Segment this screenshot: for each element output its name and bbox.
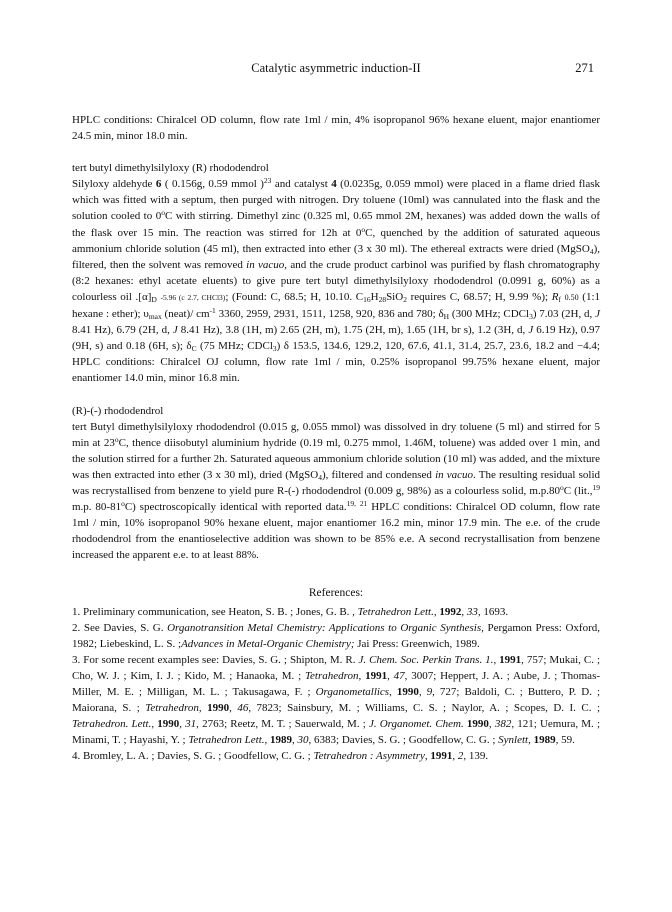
text-run: 3360, 2959, 2931, 1511, 1258, 920, 836 and 780; δ bbox=[215, 308, 444, 321]
text-run: 1. Preliminary communication, see Heaton, S. B. ; Jones, G. B. , bbox=[72, 605, 358, 618]
text-run: C (lit., bbox=[563, 484, 593, 497]
text-run: , 121; Uemura, M. ; Minami, T. ; Hayashi, Y. ; bbox=[72, 718, 601, 747]
book-title: Organotransition Metal Chemistry: Applications to Organic Synthesis bbox=[167, 621, 482, 634]
text-run: , 139. bbox=[463, 750, 489, 763]
subscript: 3 bbox=[529, 312, 533, 322]
text-run: C with stirring. Dimethyl zinc (0.325 ml, 0.65 mmol 2M, hexanes) was added down the walls of the flask over 15 min. The reaction was stirred for 12h at 0 bbox=[72, 210, 600, 239]
text-run: , bbox=[292, 734, 298, 747]
text-run: 3. For some recent examples see: Davies, S. G. ; Shipton, M. R. bbox=[72, 653, 359, 666]
journal-name: J. Chem. Soc. Perkin Trans. 1. bbox=[358, 653, 494, 666]
page-number: 271 bbox=[575, 61, 594, 75]
text-run: , bbox=[358, 669, 366, 682]
section-paragraph-rhododendrol bbox=[72, 419, 600, 564]
text-run: . The resulting residual solid was recrystallised from benzene to yield pure R-(-) rhododendrol (0.009 g, 98%) as a colourless solid, m.p.80 bbox=[72, 468, 601, 497]
year: 1991 bbox=[430, 750, 453, 763]
volume: 47 bbox=[393, 669, 405, 682]
journal-name: Tetrahedron Lett. bbox=[357, 605, 434, 618]
subscript: f bbox=[558, 294, 561, 304]
text-run: , 2763; Reetz, M. T. ; Sauerwald, M. ; bbox=[196, 718, 369, 731]
volume: 382 bbox=[494, 718, 512, 731]
italic-run: in vacuo bbox=[435, 468, 474, 481]
italic-run: in vacuo bbox=[246, 258, 285, 271]
section-heading-rhododendrol: (R)-(-) rhododendrol bbox=[72, 404, 164, 417]
section-paragraph-silyloxy-rhododendrol bbox=[72, 176, 600, 386]
year: 1990 bbox=[396, 686, 419, 698]
text-run: m.p. 80-81 bbox=[72, 501, 122, 514]
italic-run: J bbox=[595, 308, 600, 321]
text-run: C, quenched by the addition of saturated aqueous ammonium chloride solution (45 ml), then extracted into ether (3 x 30 ml). The ethereal extracts were dried (MgSO bbox=[72, 226, 600, 255]
text-run: , bbox=[387, 669, 394, 682]
text-run: , bbox=[452, 750, 458, 763]
text-run: , 727; Baldoli, C. ; Buttero, P. D. ; Maiorana, S. ; bbox=[72, 686, 601, 715]
journal-name: Organometallics bbox=[315, 686, 390, 698]
year: 1990 bbox=[207, 702, 230, 715]
spacer bbox=[72, 144, 600, 160]
references-heading: References: bbox=[308, 587, 364, 600]
text-run: , bbox=[424, 750, 431, 763]
journal-name: Synlett bbox=[498, 734, 529, 747]
text-run: (0.0235g, 0.059 mmol) were placed in a flame dried flask which was fitted with a septum, then purged with nitrogen. Dry toluene (10ml) was cannulated into the flask and the solution cooled to 0 bbox=[72, 178, 600, 223]
year: 1990 bbox=[157, 718, 180, 731]
text-run: , bbox=[151, 718, 158, 731]
degree-superscript: o bbox=[161, 208, 165, 218]
degree-superscript: o bbox=[361, 224, 366, 234]
text-run: , 757; Mukai, C. ; Cho, W. J. ; Kim, I. J. ; Kido, M. ; Hanaoka, M. ; bbox=[72, 653, 600, 682]
year: 1992 bbox=[439, 605, 462, 618]
degree-superscript: o bbox=[121, 499, 125, 509]
text-run: ), filtered and condensed bbox=[321, 468, 436, 481]
reference-2 bbox=[72, 620, 600, 652]
text-run: , Pergamon Press: Oxford, 1982; Liebeskind, L. S. ; bbox=[72, 621, 600, 650]
subscript: D bbox=[151, 294, 157, 304]
journal-name: Tetrahedron bbox=[304, 669, 359, 682]
book-title: Advances in Metal-Organic Chemistry; bbox=[181, 637, 355, 650]
year: 1990 bbox=[466, 718, 489, 731]
volume: 2 bbox=[457, 750, 464, 763]
year: 1991 bbox=[365, 669, 388, 682]
volume: 31 bbox=[185, 718, 197, 731]
subscript: 16 bbox=[363, 294, 371, 304]
italic-run: R bbox=[551, 290, 559, 303]
compound-number: 4 bbox=[331, 178, 337, 191]
text-run: , bbox=[389, 686, 397, 698]
degree-superscript: o bbox=[559, 482, 564, 492]
text-run: , bbox=[264, 734, 271, 747]
text-run: , bbox=[493, 653, 500, 666]
text-run: , 7823; Sainsbury, M. ; Williams, C. S. ; Naylor, A. ; Scopes, D. I. C. ; bbox=[248, 702, 601, 715]
rf-value: 0.50 bbox=[564, 292, 579, 302]
text-run: ; (Found: C, 68.5; H, 10.10. C bbox=[225, 290, 364, 303]
text-run: H bbox=[370, 290, 379, 303]
text-run: tert Butyl dimethylsilyloxy rhododendrol (0.015 g, 0.055 mmol) was dissolved in dry toluene (5 ml) and stirred for 5 min at 23 bbox=[72, 420, 600, 449]
text-run: (75 MHz; CDCl bbox=[196, 340, 273, 353]
text-run: , 59. bbox=[555, 734, 575, 747]
text-run: 2. See Davies, S. G. bbox=[72, 621, 168, 634]
journal-name: Tetrahedron Lett. bbox=[188, 734, 265, 747]
compound-number: 6 bbox=[155, 178, 162, 191]
text-run: C, thence diisobutyl aluminium hydride (0.19 ml, 0.275 mmol, 1.46M, toluene) was added over 1 min, and the solution stirred for a further 2h. Saturated aqueous ammonium chloride solution (10 ml) was added, and the mixture was then extracted into ether (3 x 30 ml), dried (MgSO bbox=[72, 436, 600, 481]
italic-run: J bbox=[172, 324, 178, 337]
text-run: , and the crude product carbinol was purified by flash chromatography (8:2 hexanes: ethyl acetate eluents) to give pure tert butyl dimethylsilyloxy rhododendrol (0.0991 g, 60%) as a colourless oil .[α] bbox=[72, 258, 600, 303]
text-run: C) spectroscopically identical with reported data. bbox=[124, 501, 347, 514]
text-run: (300 MHz; CDCl bbox=[449, 308, 530, 321]
text-run: , bbox=[488, 718, 495, 731]
reference-1 bbox=[72, 604, 600, 620]
text-run: SiO bbox=[386, 290, 404, 303]
volume: 9 bbox=[426, 686, 433, 698]
text-run: and catalyst bbox=[271, 178, 332, 191]
reference-3 bbox=[72, 652, 600, 749]
text-run: 8.41 Hz), 3.8 (1H, m) 2.65 (2H, m), 1.75 (2H, m), 1.65 (1H, br s), 1.2 (3H, d, bbox=[177, 324, 529, 337]
text-run: (neat)/ cm bbox=[161, 308, 210, 321]
degree-superscript: o bbox=[114, 434, 119, 444]
text-run: , 1693. bbox=[477, 605, 509, 618]
journal-name: Tetrahedron. Lett. bbox=[72, 718, 152, 731]
text-run: , bbox=[528, 734, 534, 747]
year: 1989 bbox=[270, 734, 293, 747]
hplc-intro-paragraph: HPLC conditions: Chiralcel OD column, flow rate 1ml / min, 4% isopropanol 96% hexane eluent, major enantiomer 24.5 min, minor 18.0 min. bbox=[72, 114, 600, 143]
superscript: -1 bbox=[209, 306, 216, 316]
subscript: 4 bbox=[589, 246, 594, 256]
text-run: , bbox=[229, 702, 238, 715]
text-run: , 3007; Heppert, J. A. ; Aube, J. ; Thomas-Miller, M. E. ; Milligan, M. L. ; Takusagawa, F. ; bbox=[72, 669, 601, 698]
text-run: ) 7.03 (2H, d, bbox=[532, 308, 596, 321]
subscript: H bbox=[443, 312, 450, 322]
subscript: 2 bbox=[403, 294, 407, 304]
journal-name: Tetrahedron : Asymmetry bbox=[313, 750, 425, 763]
volume: 33 bbox=[466, 605, 478, 618]
text-run: requires C, 68.57; H, 9.99 %); bbox=[406, 290, 552, 303]
running-title: Catalytic asymmetric induction-II bbox=[251, 61, 421, 75]
optical-rotation: -5.96 (c 2.7, CHCl3) bbox=[160, 292, 226, 302]
text-run: 4. Bromley, L. A. ; Davies, S. G. ; Goodfellow, C. G. ; bbox=[72, 750, 314, 763]
text-run: , bbox=[461, 605, 467, 618]
text-run: ), filtered, then the solvent was removed bbox=[72, 242, 600, 271]
spacer bbox=[72, 387, 600, 403]
text-run: Jai Press: Greenwich, 1989. bbox=[354, 637, 480, 650]
subscript: 4 bbox=[318, 472, 322, 482]
subscript: 28 bbox=[378, 294, 387, 304]
text-run: , bbox=[198, 702, 208, 715]
year: 1989 bbox=[533, 734, 556, 747]
subscript: max bbox=[148, 312, 162, 322]
text-run: , 6383; Davies, S. G. ; Goodfellow, C. G. ; bbox=[308, 734, 499, 747]
subscript: 3 bbox=[272, 344, 277, 354]
text-run: , bbox=[433, 605, 440, 618]
text-run: , bbox=[179, 718, 186, 731]
section-heading-silyloxy-rhododendrol: tert butyl dimethylsilyloxy (R) rhododendrol bbox=[72, 162, 269, 175]
text-run: 8.41 Hz), 6.79 (2H, d, bbox=[72, 324, 173, 337]
text-run: Silyloxy aldehyde bbox=[72, 178, 156, 191]
text-run: ) δ 153.5, 134.6, 129.2, 120, 67.6, 41.1, 31.4, 25.7, 23.6, 18.2 and −4.4; HPLC conditions: Chiralcel OJ column, flow rate 1ml / min, 0.25% isopropanol 99.75% hexane eluent, major enantiomer 14.0 min, minor 16.8 min. bbox=[72, 340, 600, 385]
volume: 30 bbox=[297, 734, 309, 747]
text-run: ( 0.156g, 0.59 mmol ) bbox=[161, 178, 264, 191]
journal-name: J. Organomet. Chem. bbox=[368, 718, 464, 731]
italic-run: J bbox=[528, 324, 534, 337]
subscript: C bbox=[191, 344, 197, 354]
reference-4 bbox=[72, 748, 600, 764]
citation-superscript: 21 bbox=[359, 499, 368, 509]
volume: 46 bbox=[237, 702, 249, 715]
text-run: , bbox=[418, 686, 427, 698]
citation-superscript: 23 bbox=[263, 176, 272, 186]
text-run: (1:1 hexane : ether); υ bbox=[72, 290, 601, 321]
year: 1991 bbox=[499, 653, 522, 666]
journal-name: Tetrahedron bbox=[145, 702, 199, 715]
citation-superscript: 19 bbox=[592, 482, 600, 492]
text-run: 6.19 Hz), 0.97 (9H, s) and 0.18 (6H, s); δ bbox=[72, 324, 600, 353]
article-body bbox=[72, 112, 600, 764]
page-header bbox=[0, 61, 672, 77]
text-run: HPLC conditions: Chiralcel OD column, flow rate 1ml / min, 10% isopropanol 90% hexane eluent, major enantiomer 16.2 min, minor 17.9 min. The e.e. of the crude rhododendrol from the enantioselective addition was shown to be 85% e.e. A second recrystallisation from benzene increased the apparent e.e. to at least 88%. bbox=[72, 501, 600, 562]
citation-superscript: 19, bbox=[346, 499, 357, 509]
